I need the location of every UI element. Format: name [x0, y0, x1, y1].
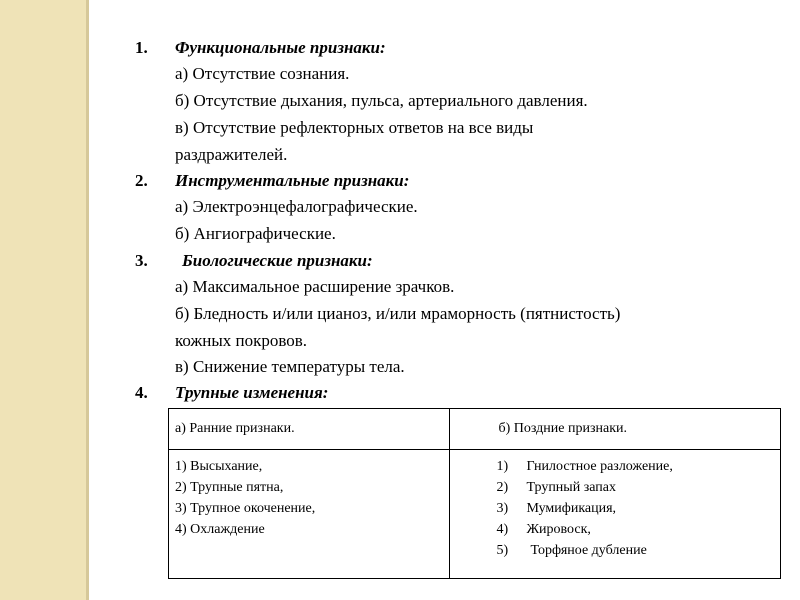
list-item: [496, 519, 774, 540]
section-title: Трупные изменения:: [175, 383, 329, 402]
list-number: 5): [496, 543, 509, 558]
list-item: [496, 540, 774, 561]
list-item: [496, 456, 774, 477]
section-title: Биологические признаки:: [182, 251, 373, 270]
early-signs-list: [175, 456, 443, 540]
section-3-line-b: б) Бледность и/или цианоз, и/или мраморность (пятнистость): [175, 304, 621, 323]
list-item: 1) Высыхание,: [175, 459, 263, 474]
section-title: Функциональные признаки:: [175, 38, 386, 57]
table-header-row: [169, 409, 781, 450]
section-3-heading: [135, 251, 373, 271]
section-title: Инструментальные признаки:: [175, 171, 410, 190]
section-number: 1.: [135, 38, 148, 57]
section-2-heading: [135, 171, 409, 191]
section-1-line-b: б) Отсутствие дыхания, пульса, артериального давления.: [175, 91, 588, 110]
section-1-line-c-cont: раздражителей.: [175, 145, 288, 164]
list-number: 1): [496, 459, 509, 474]
list-number: 2): [496, 480, 509, 495]
list-item: [496, 498, 774, 519]
section-3-line-a: а) Максимальное расширение зрачков.: [175, 277, 455, 296]
section-3-line-c: в) Снижение температуры тела.: [175, 357, 405, 376]
section-number: 2.: [135, 171, 148, 190]
list-item: [496, 477, 774, 498]
list-item: 3) Трупное окоченение,: [175, 501, 316, 516]
section-2-line-a: а) Электроэнцефалографические.: [175, 197, 418, 216]
list-item: 4) Охлаждение: [175, 522, 265, 537]
late-signs-cell: [450, 450, 781, 579]
list-number: 4): [496, 522, 509, 537]
table-header-early: а) Ранние признаки.: [169, 409, 450, 450]
cadaveric-changes-table: [168, 408, 781, 579]
late-signs-list: [456, 456, 774, 561]
sidebar-divider: [86, 0, 89, 600]
section-1-line-c: в) Отсутствие рефлекторных ответов на все виды: [175, 118, 534, 137]
early-signs-cell: [169, 450, 450, 579]
section-number: 4.: [135, 383, 148, 402]
table-row: [169, 450, 781, 579]
section-1-heading: [135, 38, 386, 58]
decorative-sidebar: [0, 0, 86, 600]
section-number: 3.: [135, 251, 148, 270]
list-text: Мумификация,: [526, 501, 617, 516]
list-text: Гнилостное разложение,: [526, 459, 673, 474]
table-header-late: б) Поздние признаки.: [450, 409, 781, 450]
section-2-line-b: б) Ангиографические.: [175, 224, 336, 243]
list-text: Трупный запах: [526, 480, 616, 495]
list-number: 3): [496, 501, 509, 516]
section-3-line-b-cont: кожных покровов.: [175, 331, 308, 350]
list-text: Жировоск,: [526, 522, 591, 537]
section-1-line-a: а) Отсутствие сознания.: [175, 64, 350, 83]
section-4-heading: [135, 383, 328, 403]
list-item: 2) Трупные пятна,: [175, 480, 284, 495]
list-text: Торфяное дубление: [530, 543, 647, 558]
